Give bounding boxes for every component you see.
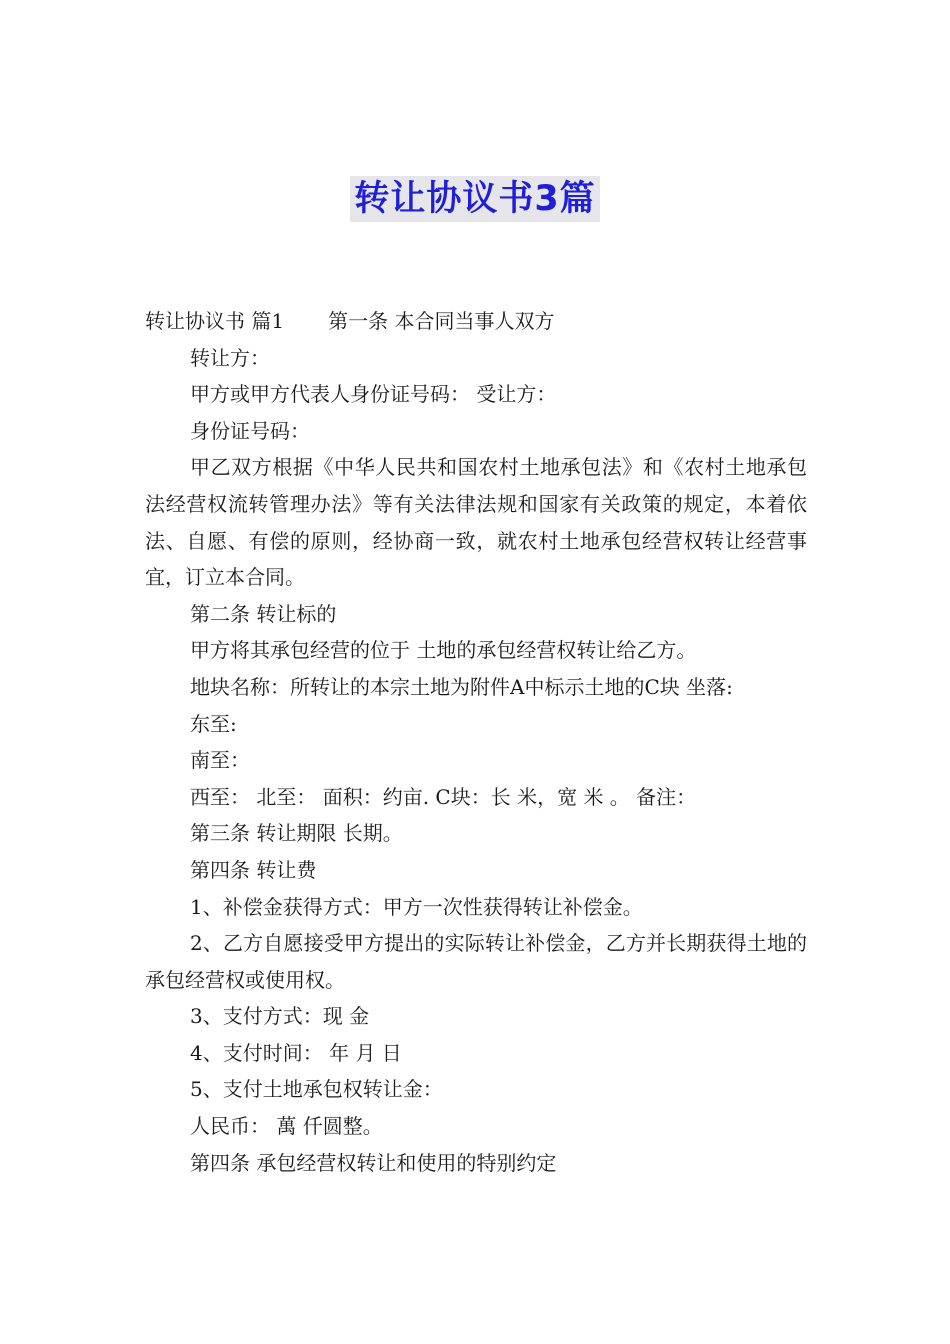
title-container — [0, 176, 950, 222]
transfer-object-line: 甲方将其承包经营的位于 土地的承包经营权转让给乙方。 — [190, 638, 697, 663]
preamble-paragraph: 甲乙双方根据《中华人民共和国农村土地承包法》和《农村土地承包法经营权流转管理办法》等有关法律法规和国家有关政策的规定，本着依法、自愿、有偿的原则，经协商一致，就农村土地承包经营权转让经营事宜，订立本合同。 — [145, 455, 807, 590]
article-1-heading: 第一条 本合同当事人双方 — [328, 309, 555, 333]
section-heading: 转让协议书 篇1 — [145, 309, 285, 333]
article-3-line: 第三条 转让期限 长期。 — [190, 821, 403, 846]
payment-time-line: 4、支付时间： 年 月 日 — [190, 1040, 402, 1065]
id-number-line: 身份证号码： — [190, 418, 310, 443]
article-4-special-heading: 第四条 承包经营权转让和使用的特别约定 — [190, 1150, 557, 1175]
rmb-amount-line: 人民币： 萬 仟圆整。 — [190, 1114, 383, 1139]
compensation-acceptance-paragraph: 2、乙方自愿接受甲方提出的实际转让补偿金，乙方并长期获得土地的承包经营权或使用权。 — [145, 931, 807, 992]
line-heading-1 — [145, 303, 807, 340]
payment-method-line: 3、支付方式：现 金 — [190, 1004, 370, 1029]
plot-name-line: 地块名称：所转让的本宗土地为附件A中标示土地的C块 坐落: — [190, 674, 733, 699]
south-boundary-line: 南至： — [190, 748, 250, 773]
east-boundary-line: 东至: — [190, 711, 237, 736]
transferor-line: 转让方： — [190, 345, 270, 370]
article-2-heading: 第二条 转让标的 — [190, 601, 337, 626]
party-a-id-line: 甲方或甲方代表人身份证号码： 受让方： — [190, 382, 557, 407]
document-body — [145, 303, 807, 1181]
transfer-fee-line: 5、支付土地承包权转让金： — [190, 1077, 443, 1102]
west-north-area-line: 西至： 北至： 面积：约亩. C块：长 米，宽 米 。 备注： — [190, 784, 697, 809]
article-4-heading: 第四条 转让费 — [190, 857, 317, 882]
document-title: 转让协议书3篇 — [350, 176, 599, 222]
compensation-method-line: 1、补偿金获得方式：甲方一次性获得转让补偿金。 — [190, 894, 643, 919]
